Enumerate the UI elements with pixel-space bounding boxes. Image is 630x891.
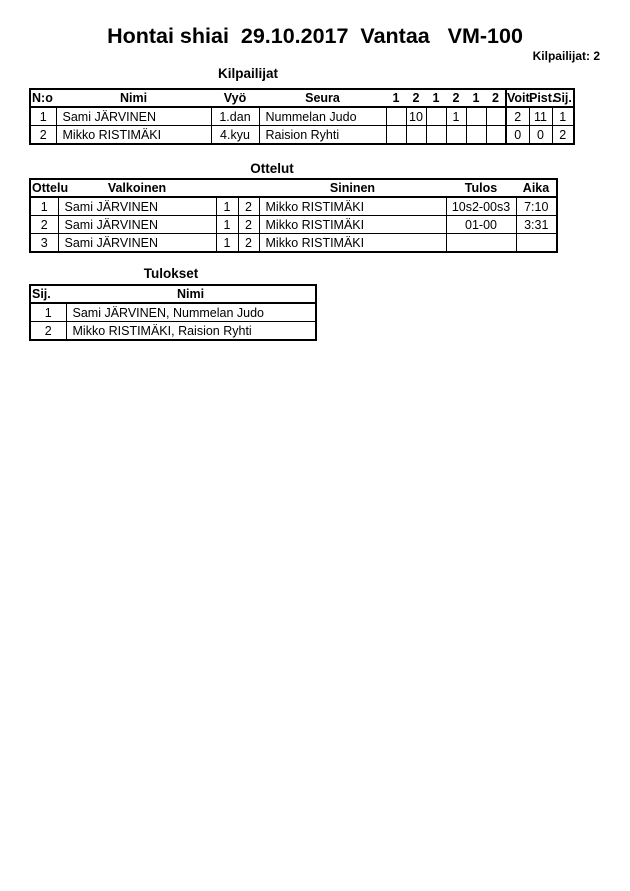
cell-vyo: 4.kyu xyxy=(211,126,259,145)
cell-voit: 0 xyxy=(506,126,529,145)
cell-score6 xyxy=(486,126,506,145)
cell-sininen: Mikko RISTIMÄKI xyxy=(259,234,446,253)
tulokset-row xyxy=(30,303,316,322)
cell-pist: 0 xyxy=(529,126,552,145)
col-header-sij: Sij. xyxy=(30,285,66,303)
cell-nimi: Sami JÄRVINEN, Nummelan Judo xyxy=(66,303,316,322)
col-header-seura: Seura xyxy=(259,89,386,107)
ottelut-row xyxy=(30,216,557,234)
cell-score3 xyxy=(426,107,446,126)
col-header-score3: 1 xyxy=(426,89,446,107)
ottelut-header-row xyxy=(30,179,557,197)
cell-score5 xyxy=(466,107,486,126)
cell-sij: 2 xyxy=(552,126,574,145)
cell-match-no: 3 xyxy=(30,234,58,253)
col-header-vyo: Vyö xyxy=(211,89,259,107)
section-heading-kilpailijat: Kilpailijat xyxy=(217,66,279,81)
cell-score2: 10 xyxy=(406,107,426,126)
cell-tulos xyxy=(446,234,516,253)
cell-voit: 2 xyxy=(506,107,529,126)
col-header-aika: Aika xyxy=(516,179,557,197)
col-header-score6: 2 xyxy=(486,89,506,107)
cell-score3 xyxy=(426,126,446,145)
cell-valkoinen: Sami JÄRVINEN xyxy=(58,197,216,216)
col-header-tulos: Tulos xyxy=(446,179,516,197)
cell-nimi: Mikko RISTIMÄKI xyxy=(56,126,211,145)
kilpailijat-row xyxy=(30,107,574,126)
cell-sij: 1 xyxy=(552,107,574,126)
cell-score4 xyxy=(446,126,466,145)
col-header-voit: Voit. xyxy=(507,91,534,105)
kilpailijat-header-row xyxy=(30,89,574,107)
cell-score5 xyxy=(466,126,486,145)
tulokset-row xyxy=(30,322,316,341)
col-header-no: N:o xyxy=(30,89,56,107)
cell-aika: 7:10 xyxy=(516,197,557,216)
section-heading-tulokset: Tulokset xyxy=(143,266,199,281)
kilpailijat-row xyxy=(30,126,574,145)
cell-nimi: Mikko RISTIMÄKI, Raision Ryhti xyxy=(66,322,316,341)
tulokset-table xyxy=(29,284,317,341)
cell-sininen: Mikko RISTIMÄKI xyxy=(259,197,446,216)
ottelut-row xyxy=(30,197,557,216)
col-header-score2: 2 xyxy=(406,89,426,107)
cell-sij: 1 xyxy=(30,303,66,322)
cell-white-number: 1 xyxy=(216,197,238,216)
col-header-white-number xyxy=(216,179,238,197)
cell-score1 xyxy=(386,107,406,126)
section-heading-ottelut: Ottelut xyxy=(250,161,294,176)
cell-valkoinen: Sami JÄRVINEN xyxy=(58,216,216,234)
participants-count: Kilpailijat: 2 xyxy=(532,49,600,63)
cell-match-no: 2 xyxy=(30,216,58,234)
col-header-sininen: Sininen xyxy=(259,179,446,197)
cell-tulos: 10s2-00s3 xyxy=(446,197,516,216)
cell-seura: Raision Ryhti xyxy=(259,126,386,145)
cell-white-number: 1 xyxy=(216,234,238,253)
col-header-ottelu: Ottelu xyxy=(32,181,69,195)
cell-valkoinen: Sami JÄRVINEN xyxy=(58,234,216,253)
cell-blue-number: 2 xyxy=(238,234,259,253)
cell-match-no: 1 xyxy=(30,197,58,216)
col-header-valkoinen: Valkoinen xyxy=(58,179,216,197)
cell-score2 xyxy=(406,126,426,145)
cell-score1 xyxy=(386,126,406,145)
cell-blue-number: 2 xyxy=(238,197,259,216)
cell-aika xyxy=(516,234,557,253)
col-header-nimi: Nimi xyxy=(56,89,211,107)
cell-blue-number: 2 xyxy=(238,216,259,234)
cell-tulos: 01-00 xyxy=(446,216,516,234)
kilpailijat-table xyxy=(29,88,575,145)
cell-aika: 3:31 xyxy=(516,216,557,234)
col-header-score4: 2 xyxy=(446,89,466,107)
cell-seura: Nummelan Judo xyxy=(259,107,386,126)
cell-score4: 1 xyxy=(446,107,466,126)
col-header-blue-number xyxy=(238,179,259,197)
col-header-pist: Pist. xyxy=(529,91,556,105)
col-header-score1: 1 xyxy=(386,89,406,107)
col-header-nimi: Nimi xyxy=(66,285,316,303)
ottelut-table xyxy=(29,178,558,253)
cell-score6 xyxy=(486,107,506,126)
tulokset-header-row xyxy=(30,285,316,303)
ottelut-row xyxy=(30,234,557,253)
cell-pist: 11 xyxy=(529,107,552,126)
col-header-sij: Sij. xyxy=(552,89,574,107)
cell-sininen: Mikko RISTIMÄKI xyxy=(259,216,446,234)
cell-vyo: 1.dan xyxy=(211,107,259,126)
page-title: Hontai shiai 29.10.2017 Vantaa VM-100 xyxy=(107,24,523,48)
col-header-score5: 1 xyxy=(466,89,486,107)
cell-sij: 2 xyxy=(30,322,66,341)
cell-white-number: 1 xyxy=(216,216,238,234)
cell-no: 1 xyxy=(30,107,56,126)
cell-no: 2 xyxy=(30,126,56,145)
cell-nimi: Sami JÄRVINEN xyxy=(56,107,211,126)
